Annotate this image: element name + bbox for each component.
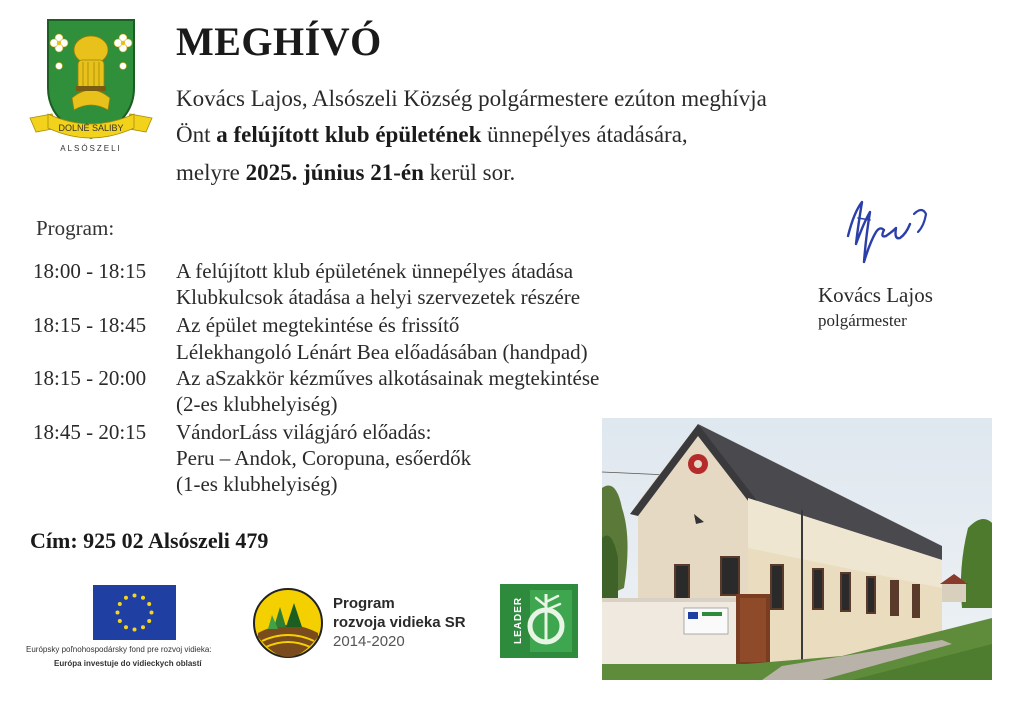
club-building-photo (602, 418, 992, 680)
program-time: 18:15 - 20:00 (33, 366, 147, 390)
intro-line-1: Kovács Lajos, Alsószeli Község polgármestere ezúton meghívja (176, 86, 767, 111)
prv-logo (252, 587, 324, 659)
program-item (33, 259, 175, 284)
program-desc: (2-es klubhelyiség) (176, 392, 338, 416)
program-item (33, 420, 175, 445)
address: Cím: 925 02 Alsószeli 479 (30, 528, 269, 553)
village-crest-logo (28, 14, 154, 160)
program-desc: A felújított klub épületének ünnepélyes átadása (176, 259, 574, 283)
program-label: Program: (36, 216, 115, 240)
eu-caption-1: Európsky poľnohospodársky fond pre rozvoj vidieka: (26, 645, 212, 654)
intro-line-3: melyre 2025. június 21-én kerül sor. (176, 160, 516, 185)
program-item (33, 366, 175, 391)
program-desc: (1-es klubhelyiség) (176, 472, 338, 496)
program-desc: Az épület megtekintése és frissítő (176, 313, 460, 337)
program-desc: Lélekhangoló Lénárt Bea előadásában (handpad) (176, 340, 588, 364)
program-desc: VándorLáss világjáró előadás: (176, 420, 432, 444)
program-time: 18:45 - 20:15 (33, 420, 147, 444)
signer-name: Kovács Lajos (818, 283, 933, 307)
leader-text: LEADER (513, 596, 524, 644)
page-title: MEGHÍVÓ (176, 19, 382, 64)
program-time: 18:15 - 18:45 (33, 313, 147, 337)
prv-text-3: 2014-2020 (333, 633, 405, 650)
program-item (33, 313, 175, 338)
signature-scribble (840, 192, 940, 276)
eu-caption-2: Európa investuje do vidieckych oblastí (54, 659, 202, 668)
signer-title: polgármester (818, 311, 907, 330)
prv-text-2: rozvoja vidieka SR (333, 614, 466, 631)
program-desc: Klubkulcsok átadása a helyi szervezetek részére (176, 285, 581, 309)
program-time: 18:00 - 18:15 (33, 259, 147, 283)
program-desc: Az aSzakkör kézműves alkotásainak megtekintése (176, 366, 600, 390)
crest-arc-text: ALSÓSZELI (60, 144, 122, 153)
leader-logo (500, 584, 578, 658)
program-desc: Peru – Andok, Coropuna, esőerdők (176, 446, 472, 470)
crest-ribbon-text: DOLNÉ SALIBY (58, 123, 124, 133)
eu-flag-logo (93, 585, 176, 640)
intro-line-2: Önt a felújított klub épületének ünnepélyes átadására, (176, 122, 688, 147)
prv-text-1: Program (333, 595, 395, 612)
